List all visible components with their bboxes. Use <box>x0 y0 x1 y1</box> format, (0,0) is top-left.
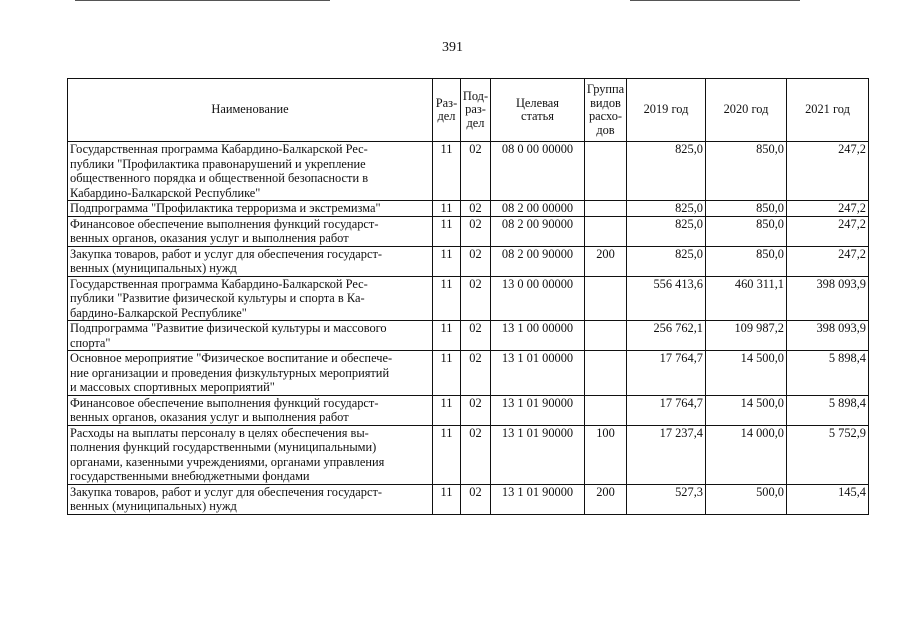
cell-podrazdel: 02 <box>461 246 491 276</box>
header-target: Целевая статья <box>491 79 585 142</box>
cell-2019: 17 237,4 <box>627 425 706 484</box>
cell-razdel: 11 <box>433 216 461 246</box>
cell-name: Подпрограмма "Развитие физической культуры и массового спорта" <box>68 321 433 351</box>
cell-podrazdel: 02 <box>461 201 491 217</box>
cell-name: Государственная программа Кабардино-Балкарской Рес- публики "Развитие физической культуры и спорта в Ка- бардино-Балкарской Республике" <box>68 276 433 321</box>
header-podrazdel: Под- раз- дел <box>461 79 491 142</box>
cell-group <box>585 201 627 217</box>
cell-group: 100 <box>585 425 627 484</box>
table-row <box>68 216 869 246</box>
cell-2021: 5 898,4 <box>787 351 869 396</box>
cell-2020: 500,0 <box>706 484 787 514</box>
table-row <box>68 484 869 514</box>
table-row <box>68 142 869 201</box>
cell-2021: 247,2 <box>787 246 869 276</box>
cell-2019: 256 762,1 <box>627 321 706 351</box>
cell-2019: 825,0 <box>627 216 706 246</box>
cell-target: 13 0 00 00000 <box>491 276 585 321</box>
cell-2019: 17 764,7 <box>627 395 706 425</box>
cell-razdel: 11 <box>433 246 461 276</box>
page-number: 391 <box>442 40 463 55</box>
cell-target: 13 1 01 00000 <box>491 351 585 396</box>
cell-2020: 460 311,1 <box>706 276 787 321</box>
header-2019: 2019 год <box>627 79 706 142</box>
header-razdel: Раз- дел <box>433 79 461 142</box>
cell-name: Основное мероприятие "Физическое воспитание и обеспече- ние организации и проведения физкультурных мероприятий и массовых спортивных мероприятий" <box>68 351 433 396</box>
cell-2021: 5 898,4 <box>787 395 869 425</box>
table-row <box>68 201 869 217</box>
cell-2021: 5 752,9 <box>787 425 869 484</box>
cell-target: 08 0 00 00000 <box>491 142 585 201</box>
cell-target: 13 1 01 90000 <box>491 395 585 425</box>
cell-podrazdel: 02 <box>461 321 491 351</box>
cell-2020: 14 500,0 <box>706 395 787 425</box>
cell-razdel: 11 <box>433 425 461 484</box>
cell-podrazdel: 02 <box>461 484 491 514</box>
cell-target: 08 2 00 90000 <box>491 246 585 276</box>
table-row <box>68 246 869 276</box>
cell-name: Подпрограмма "Профилактика терроризма и экстремизма" <box>68 201 433 217</box>
cell-2019: 527,3 <box>627 484 706 514</box>
cell-2021: 247,2 <box>787 216 869 246</box>
cell-razdel: 11 <box>433 351 461 396</box>
cell-podrazdel: 02 <box>461 395 491 425</box>
cell-2020: 850,0 <box>706 216 787 246</box>
cell-razdel: 11 <box>433 276 461 321</box>
cell-razdel: 11 <box>433 201 461 217</box>
cell-podrazdel: 02 <box>461 425 491 484</box>
cell-razdel: 11 <box>433 321 461 351</box>
cell-2020: 850,0 <box>706 201 787 217</box>
table-row <box>68 425 869 484</box>
header-name: Наименование <box>68 79 433 142</box>
cell-target: 13 1 01 90000 <box>491 425 585 484</box>
cell-razdel: 11 <box>433 142 461 201</box>
top-rule-left <box>75 0 330 1</box>
cell-podrazdel: 02 <box>461 142 491 201</box>
header-2021: 2021 год <box>787 79 869 142</box>
header-group: Группа видов расхо- дов <box>585 79 627 142</box>
cell-name: Закупка товаров, работ и услуг для обеспечения государст- венных (муниципальных) нужд <box>68 484 433 514</box>
cell-2021: 398 093,9 <box>787 321 869 351</box>
cell-target: 13 1 00 00000 <box>491 321 585 351</box>
cell-2020: 14 000,0 <box>706 425 787 484</box>
cell-group <box>585 395 627 425</box>
cell-razdel: 11 <box>433 484 461 514</box>
cell-target: 08 2 00 00000 <box>491 201 585 217</box>
cell-2021: 247,2 <box>787 201 869 217</box>
budget-table <box>67 78 869 515</box>
cell-name: Финансовое обеспечение выполнения функций государст- венных органов, оказания услуг и выполнения работ <box>68 395 433 425</box>
cell-2021: 247,2 <box>787 142 869 201</box>
cell-group <box>585 216 627 246</box>
cell-target: 08 2 00 90000 <box>491 216 585 246</box>
cell-2020: 850,0 <box>706 142 787 201</box>
cell-group <box>585 276 627 321</box>
cell-group: 200 <box>585 484 627 514</box>
cell-name: Финансовое обеспечение выполнения функций государст- венных органов, оказания услуг и выполнения работ <box>68 216 433 246</box>
cell-group <box>585 351 627 396</box>
table-row <box>68 276 869 321</box>
cell-group <box>585 142 627 201</box>
cell-2020: 850,0 <box>706 246 787 276</box>
cell-2020: 14 500,0 <box>706 351 787 396</box>
cell-podrazdel: 02 <box>461 351 491 396</box>
cell-2021: 145,4 <box>787 484 869 514</box>
cell-2021: 398 093,9 <box>787 276 869 321</box>
cell-2019: 17 764,7 <box>627 351 706 396</box>
cell-group <box>585 321 627 351</box>
cell-podrazdel: 02 <box>461 216 491 246</box>
header-2020: 2020 год <box>706 79 787 142</box>
cell-razdel: 11 <box>433 395 461 425</box>
cell-group: 200 <box>585 246 627 276</box>
cell-name: Государственная программа Кабардино-Балкарской Рес- публики "Профилактика правонарушений и укрепление общественного порядка и общественной безопасности в Кабардино-Балкарской Республике" <box>68 142 433 201</box>
cell-2019: 825,0 <box>627 142 706 201</box>
table-body <box>68 142 869 515</box>
cell-2019: 825,0 <box>627 201 706 217</box>
top-rule-right <box>630 0 800 1</box>
cell-2019: 825,0 <box>627 246 706 276</box>
cell-2019: 556 413,6 <box>627 276 706 321</box>
cell-name: Расходы на выплаты персоналу в целях обеспечения вы- полнения функций государственными (муниципальными) органами, казенными учреждениями, органами управления государственными внебюджетными фондами <box>68 425 433 484</box>
cell-podrazdel: 02 <box>461 276 491 321</box>
table-row <box>68 395 869 425</box>
cell-target: 13 1 01 90000 <box>491 484 585 514</box>
table-header-row <box>68 79 869 142</box>
cell-2020: 109 987,2 <box>706 321 787 351</box>
cell-name: Закупка товаров, работ и услуг для обеспечения государст- венных (муниципальных) нужд <box>68 246 433 276</box>
table-row <box>68 321 869 351</box>
table-row <box>68 351 869 396</box>
